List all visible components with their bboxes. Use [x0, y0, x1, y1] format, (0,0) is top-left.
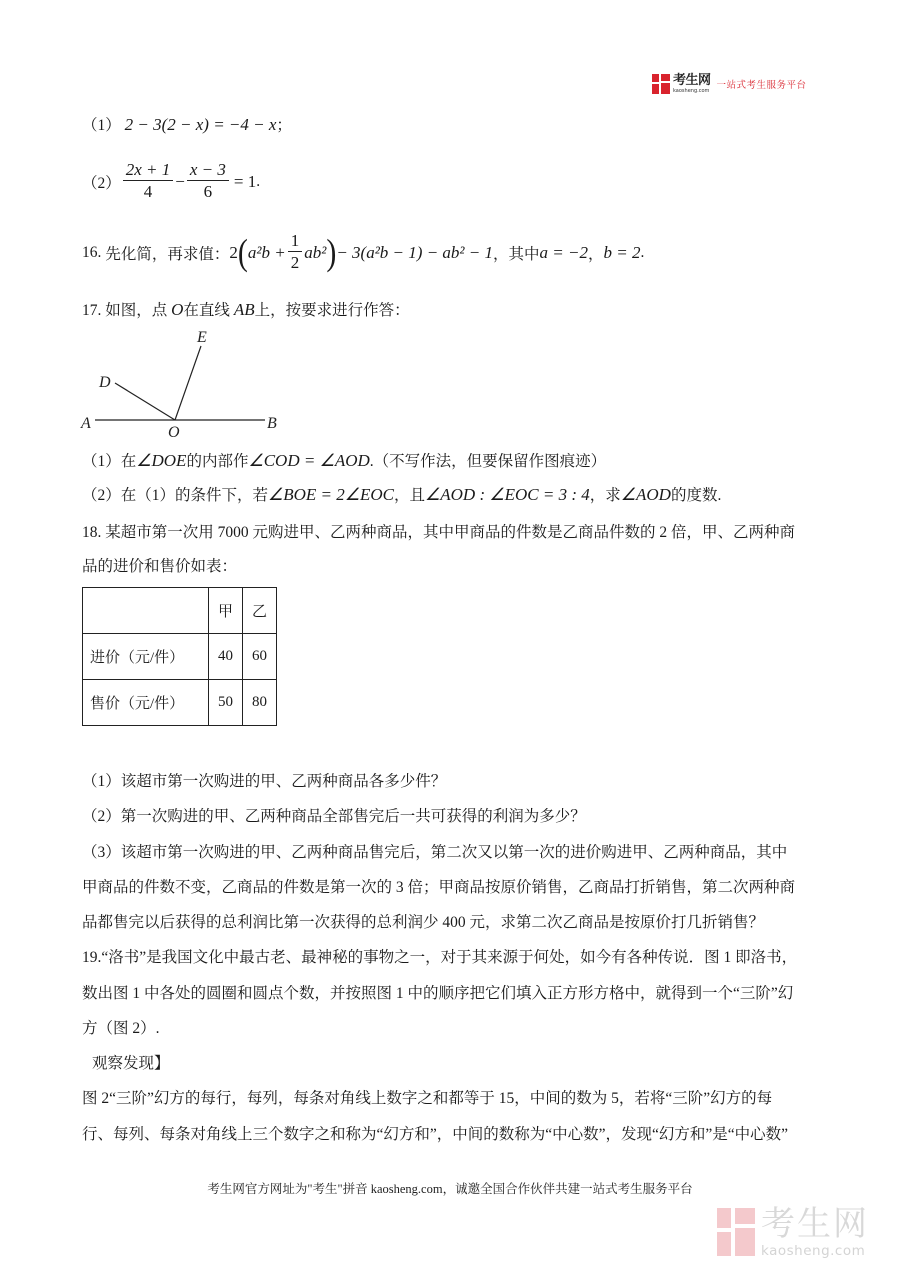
table-row-label: 进价（元/件） — [83, 634, 209, 680]
table-row-label: 售价（元/件） — [83, 680, 209, 726]
q15-p1-equation: 2 − 3(2 − x) = −4 − x — [124, 115, 277, 134]
q17-text: 在直线 — [183, 302, 230, 319]
q15-p2-fraction-1 — [123, 160, 174, 203]
header-brand-en: kaosheng.com — [673, 87, 710, 94]
q17-p2-angle: ∠AOD — [620, 485, 671, 504]
table-row — [83, 680, 277, 726]
q16 — [82, 231, 644, 274]
q17-p2-label: （2）在（1）的条件下，若 — [82, 487, 269, 504]
q16-fraction-half — [288, 231, 303, 274]
fraction-denominator: 2 — [290, 253, 300, 272]
q17-p2-text: ，求 — [589, 487, 621, 504]
fraction-denominator: 4 — [143, 182, 153, 201]
q18-part3-line-1: （3）该超市第一次购进的甲、乙两种商品售完后，第二次又以第一次的进价购进甲、乙两种商品，其中 — [82, 844, 788, 861]
q19-section-heading: 观察发现】 — [92, 1055, 170, 1072]
q15-part2 — [82, 160, 260, 203]
q16-end: . — [640, 243, 645, 261]
watermark-brand-en: kaosheng.com — [761, 1243, 866, 1259]
header-logo — [652, 72, 807, 96]
q17-number: 17. — [82, 302, 102, 319]
ray-oe — [175, 346, 201, 420]
q15-p2-fraction-2 — [187, 160, 229, 203]
q16-where: ，其中 — [492, 245, 540, 263]
q16-prompt: 先化简，再求值： — [105, 245, 230, 263]
label-o: O — [168, 424, 180, 441]
header-slogan: 一站式考生服务平台 — [716, 80, 807, 91]
q15-p1-end: ； — [276, 117, 292, 134]
q15-p2-minus: − — [175, 171, 185, 191]
ray-od — [115, 383, 175, 420]
q17-p2-text: ，且 — [394, 487, 426, 504]
q18-stem-line-2: 品的进价和售价如表： — [82, 558, 238, 575]
q19-line-5: 行、每列、每条对角线上三个数字之和称为“幻方和”，中间的数称为“中心数”，发现“幻方和”是“中心数” — [82, 1126, 789, 1143]
table-header-cell: 乙 — [243, 588, 277, 634]
q16-coef: 2 — [229, 242, 238, 262]
table-cell: 60 — [243, 634, 277, 680]
table-row — [83, 634, 277, 680]
q18-part3-line-3: 品都售完以后获得的总利润比第一次获得的总利润少 400 元，求第二次乙商品是按原价打几折销售？ — [82, 914, 765, 931]
fraction-numerator: x − 3 — [187, 160, 229, 181]
q16-b-value: b = 2 — [603, 242, 641, 262]
q15-p1-label: （1） — [82, 117, 121, 134]
q16-number: 16. — [82, 243, 102, 261]
table-header-cell — [83, 588, 209, 634]
right-paren: ) — [326, 231, 337, 273]
q19-line-2: 数出图 1 中各处的圆圈和圆点个数，并按照图 1 中的顺序把它们填入正方形方格中，就得到一个“三阶”幻 — [82, 985, 794, 1002]
fraction-numerator: 1 — [288, 231, 303, 252]
q18-part1: （1）该超市第一次购进的甲、乙两种商品各多少件？ — [82, 773, 447, 790]
q17-stem — [82, 299, 410, 322]
q18-part3-line-2: 甲商品的件数不变，乙商品的件数是第一次的 3 倍；甲商品按原价销售，乙商品打折销售，第二次两种商 — [82, 879, 796, 896]
q16-term-a2b: a²b + — [247, 242, 286, 262]
q17-p1-angle: ∠DOE — [136, 451, 187, 470]
price-table — [82, 587, 277, 726]
q17-p1-note: .（不写作法，但要保留作图痕迹） — [369, 453, 607, 470]
table-cell: 40 — [209, 634, 243, 680]
q17-p1-equation: ∠COD = ∠AOD — [248, 451, 370, 470]
q19-line-4: 图 2“三阶”幻方的每行，每列，每条对角线上数字之和都等于 15，中间的数为 5，若将“三阶”幻方的每 — [82, 1090, 773, 1107]
q17-figure — [75, 322, 295, 445]
q16-expr-rest: − 3(a²b − 1) − ab² − 1 — [336, 242, 493, 262]
q17-p1-label: （1）在 — [82, 453, 137, 470]
q17-p2-end: 的度数. — [670, 487, 722, 504]
q17-line-ab: AB — [233, 300, 255, 319]
q19-line-3: 方（图 2）. — [82, 1020, 160, 1037]
table-cell: 50 — [209, 680, 243, 726]
header-brand-cn: 考生网 — [673, 72, 711, 88]
q17-text: 如图，点 — [105, 302, 168, 319]
q17-part2 — [82, 484, 721, 507]
q17-p2-equation-1: ∠BOE = 2∠EOC — [268, 485, 395, 504]
q18-part2: （2）第一次购进的甲、乙两种商品全部售完后一共可获得的利润为多少？ — [82, 808, 586, 825]
fraction-denominator: 6 — [203, 182, 213, 201]
watermark-logo — [717, 1205, 869, 1259]
table-header-row — [83, 588, 277, 634]
q15-p2-label: （2） — [82, 174, 121, 192]
table-header-cell: 甲 — [209, 588, 243, 634]
left-paren: ( — [237, 231, 248, 273]
kaosheng-logo-icon — [652, 74, 670, 94]
watermark-brand-cn: 考生网 — [761, 1204, 869, 1244]
q15-part1 — [82, 114, 292, 137]
q17-p1-text: 的内部作 — [186, 453, 249, 470]
q16-sep: ， — [587, 245, 604, 263]
label-d: D — [99, 374, 111, 391]
table-cell: 80 — [243, 680, 277, 726]
q17-p2-equation-2: ∠AOD : ∠EOC = 3 : 4 — [425, 485, 590, 504]
q17-point-o: O — [171, 300, 184, 319]
q18-stem-line-1: 18. 某超市第一次用 7000 元购进甲、乙两种商品，其中甲商品的件数是乙商品件数的 2 倍，甲、乙两种商 — [82, 524, 796, 541]
q15-p2-end: . — [256, 172, 261, 190]
q17-text: 上，按要求进行作答： — [254, 302, 410, 319]
q17-part1 — [82, 450, 606, 473]
label-b: B — [267, 415, 277, 432]
q15-p2-rhs: = 1 — [233, 171, 257, 191]
q19-line-1: 19.“洛书”是我国文化中最古老、最神秘的事物之一，对于其来源于何处，如今有各种传说．图 1 即洛书， — [82, 949, 798, 966]
footer-text: 考生网官方网址为"考生"拼音 kaosheng.com，诚邀全国合作伙伴共建一站式考生服务平台 — [207, 1182, 693, 1196]
fraction-numerator: 2x + 1 — [123, 160, 174, 181]
q16-a-value: a = −2 — [539, 242, 588, 262]
label-e: E — [197, 329, 207, 346]
label-a: A — [81, 415, 91, 432]
kaosheng-watermark-icon — [717, 1208, 755, 1256]
q16-term-ab2: ab² — [304, 242, 327, 262]
